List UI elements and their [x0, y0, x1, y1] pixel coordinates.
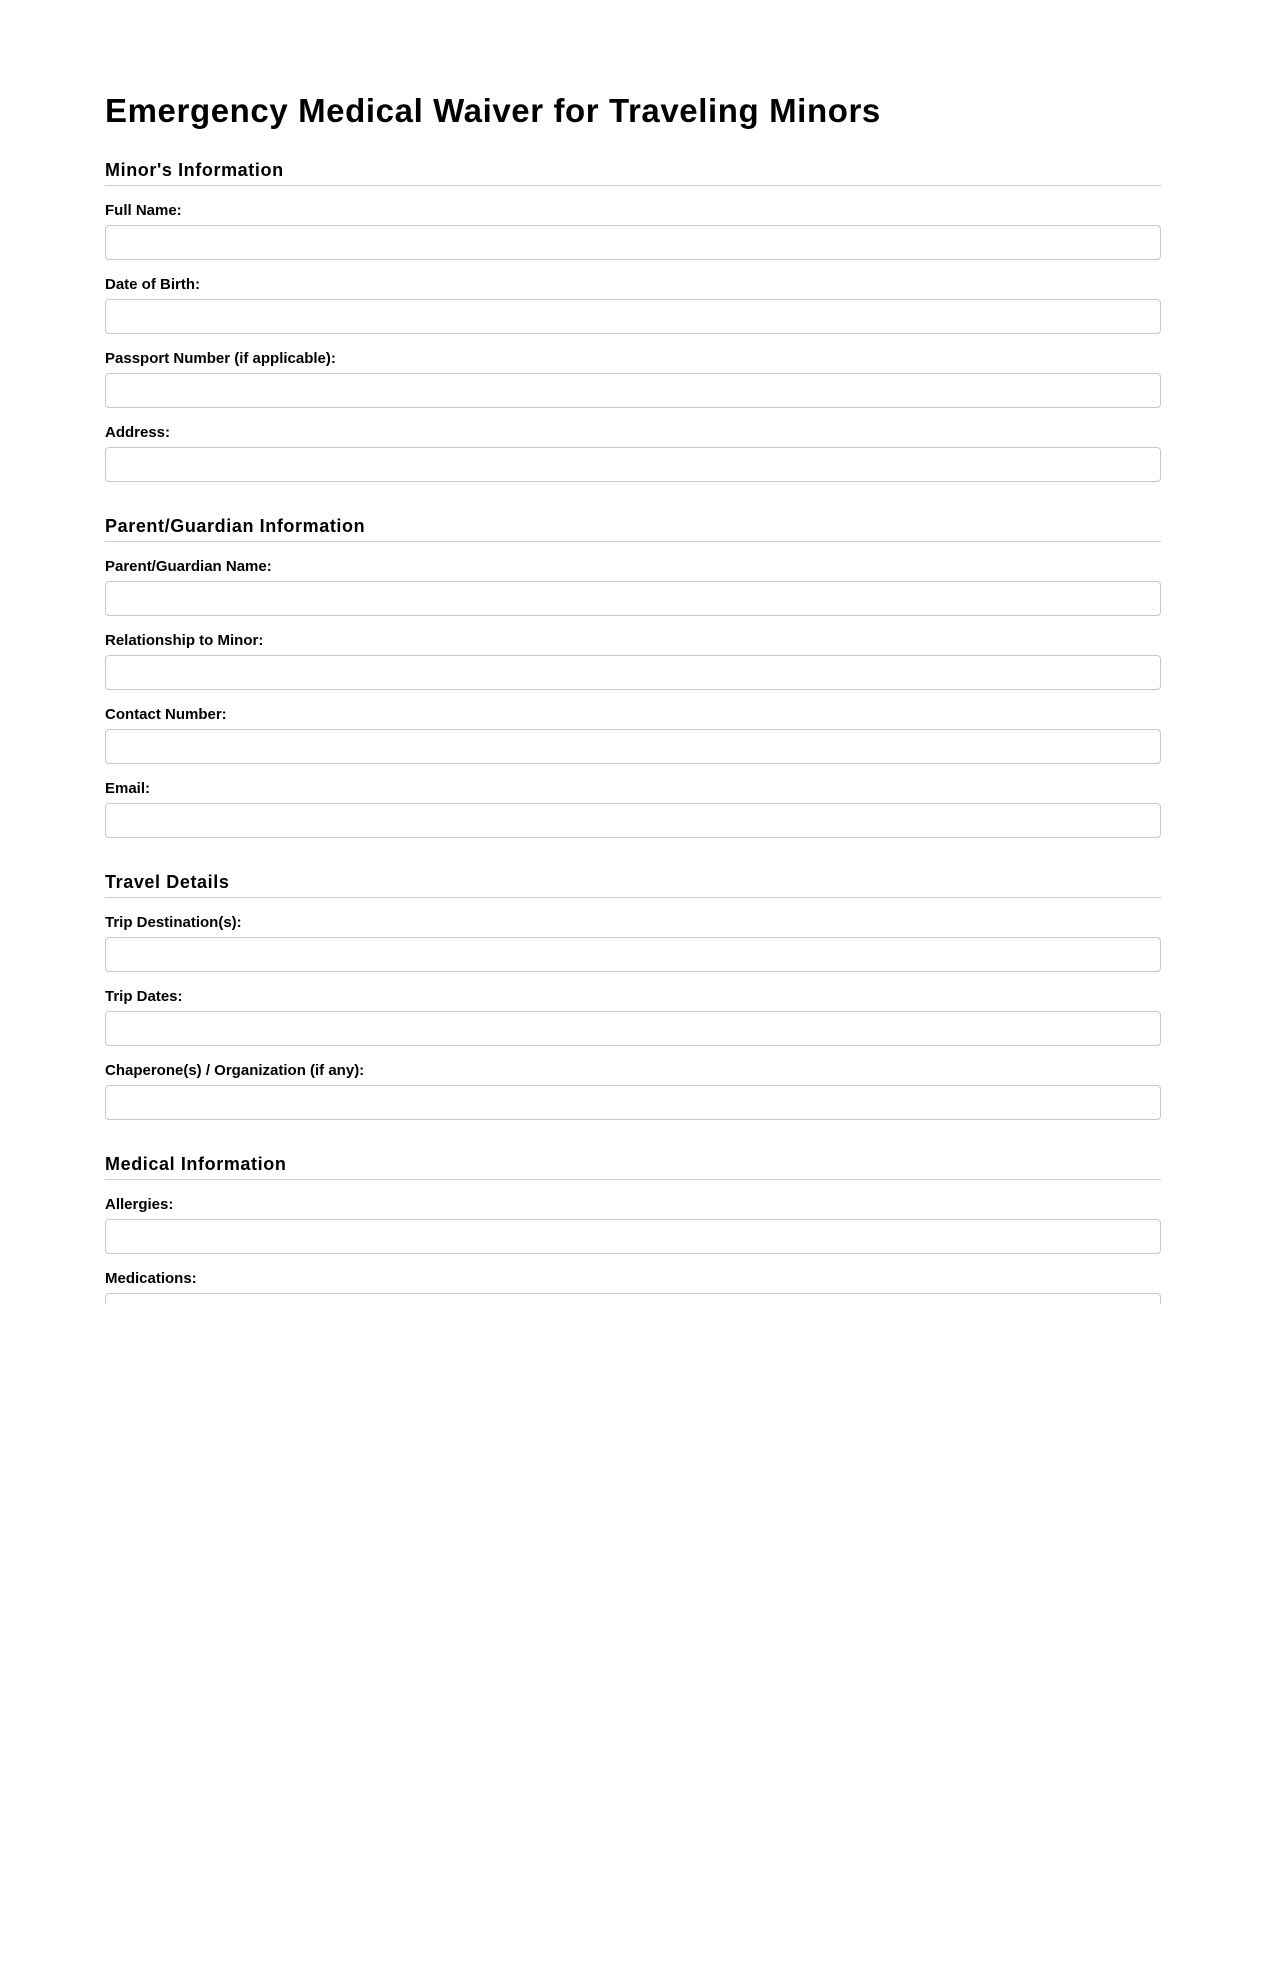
section-title: Medical Information [105, 1151, 1161, 1180]
field-label: Full Name: [105, 202, 182, 219]
address-input[interactable] [105, 447, 1161, 482]
field-chaperones-organization [105, 1061, 1161, 1120]
field-label: Trip Dates: [105, 988, 183, 1005]
section-title: Minor's Information [105, 157, 1161, 186]
field-label: Trip Destination(s): [105, 914, 242, 931]
date-of-birth-input[interactable] [105, 299, 1161, 334]
section-medical-information [105, 1151, 1161, 1304]
field-label: Chaperone(s) / Organization (if any): [105, 1062, 365, 1079]
field-relationship-to-minor [105, 631, 1161, 690]
field-address [105, 423, 1161, 482]
parent-guardian-name-input[interactable] [105, 581, 1161, 616]
field-contact-number [105, 705, 1161, 764]
section-title: Travel Details [105, 869, 1161, 898]
field-allergies [105, 1195, 1161, 1254]
trip-dates-input[interactable] [105, 1011, 1161, 1046]
field-label: Contact Number: [105, 706, 227, 723]
passport-number-input[interactable] [105, 373, 1161, 408]
field-email [105, 779, 1161, 838]
field-medications [105, 1269, 1161, 1304]
chaperones-organization-input[interactable] [105, 1085, 1161, 1120]
full-name-input[interactable] [105, 225, 1161, 260]
field-passport-number [105, 349, 1161, 408]
field-label: Relationship to Minor: [105, 632, 264, 649]
field-trip-dates [105, 987, 1161, 1046]
field-label: Passport Number (if applicable): [105, 350, 336, 367]
contact-number-input[interactable] [105, 729, 1161, 764]
field-label: Allergies: [105, 1196, 174, 1213]
section-minor-information [105, 157, 1161, 482]
field-trip-destinations [105, 913, 1161, 972]
trip-destinations-input[interactable] [105, 937, 1161, 972]
section-parent-guardian-information [105, 513, 1161, 838]
allergies-input[interactable] [105, 1219, 1161, 1254]
field-label: Date of Birth: [105, 276, 200, 293]
field-label: Medications: [105, 1270, 197, 1287]
document-title: Emergency Medical Waiver for Traveling Minors [105, 92, 881, 129]
medications-input[interactable] [105, 1293, 1161, 1304]
field-date-of-birth [105, 275, 1161, 334]
field-label: Address: [105, 424, 171, 441]
relationship-to-minor-input[interactable] [105, 655, 1161, 690]
waiver-form [105, 157, 1161, 1304]
field-label: Parent/Guardian Name: [105, 558, 272, 575]
field-parent-guardian-name [105, 557, 1161, 616]
field-label: Email: [105, 780, 151, 797]
section-travel-details [105, 869, 1161, 1120]
section-title: Parent/Guardian Information [105, 513, 1161, 542]
field-full-name [105, 201, 1161, 260]
email-input[interactable] [105, 803, 1161, 838]
